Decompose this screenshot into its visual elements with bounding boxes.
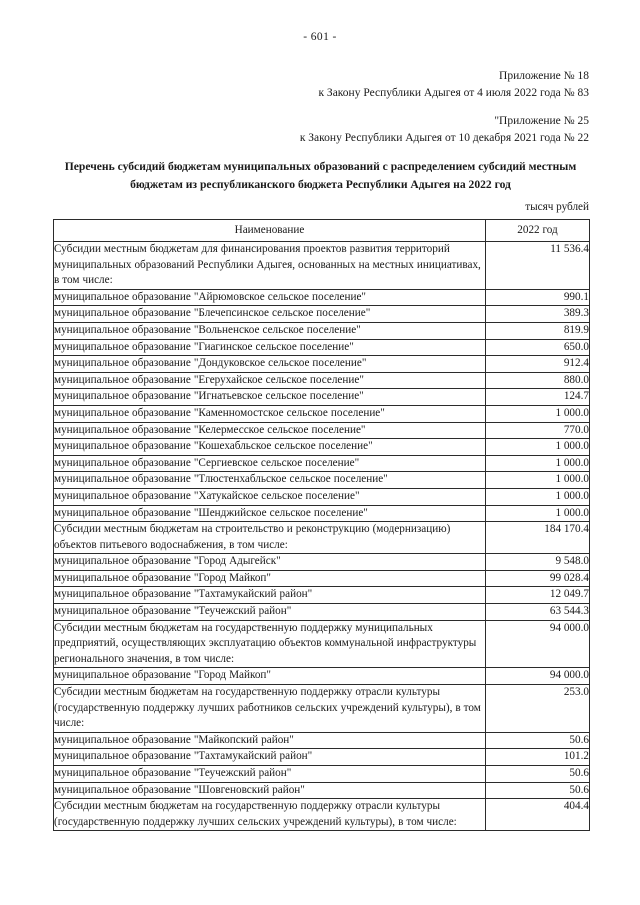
table-row <box>54 372 590 389</box>
municipality-name: муниципальное образование "Майкопский район" <box>54 732 486 749</box>
page-title-line: местным бюджетам из республиканского бюджета Республики Адыгея на 2022 год <box>130 160 577 191</box>
appendix-reference-line: "Приложение № 25 <box>494 115 589 127</box>
amount-value: 990.1 <box>486 289 590 306</box>
amount-value: 11 536.4 <box>486 242 590 290</box>
table-row <box>54 782 590 799</box>
table-row <box>54 405 590 422</box>
amount-value: 1 000.0 <box>486 505 590 522</box>
amount-value: 1 000.0 <box>486 472 590 489</box>
municipality-name: муниципальное образование "Город Майкоп" <box>54 668 486 685</box>
table-row <box>54 668 590 685</box>
table-row <box>54 488 590 505</box>
municipality-name: муниципальное образование "Теучежский район" <box>54 604 486 621</box>
amount-value: 124.7 <box>486 389 590 406</box>
table-row <box>54 322 590 339</box>
table-row <box>54 749 590 766</box>
table-row <box>54 522 590 554</box>
table-row <box>54 472 590 489</box>
municipality-name: муниципальное образование "Блечепсинское сельское поселение" <box>54 306 486 323</box>
amount-value: 99 028.4 <box>486 570 590 587</box>
municipality-name: муниципальное образование "Шенджийское сельское поселение" <box>54 505 486 522</box>
subsidy-category-name: Субсидии местным бюджетам на государственную поддержку муниципальных предприятий, осуществляющих эксплуатацию объектов коммунальной инфраструктуры регионального значения, в том числе: <box>54 620 486 668</box>
amount-value: 9 548.0 <box>486 554 590 571</box>
amount-value: 94 000.0 <box>486 620 590 668</box>
subsidy-category-name: Субсидии местным бюджетам на государственную поддержку отрасли культуры (государственную поддержку лучших сельских учреждений культуры), в том числе: <box>54 799 486 831</box>
table-row <box>54 356 590 373</box>
table-row <box>54 554 590 571</box>
municipality-name: муниципальное образование "Тахтамукайский район" <box>54 749 486 766</box>
amount-value: 101.2 <box>486 749 590 766</box>
appendix-reference-quoted <box>169 113 589 147</box>
table-row <box>54 422 590 439</box>
amount-value: 404.4 <box>486 799 590 831</box>
amount-value: 253.0 <box>486 685 590 733</box>
amount-value: 50.6 <box>486 782 590 799</box>
amount-value: 63 544.3 <box>486 604 590 621</box>
amount-value: 1 000.0 <box>486 455 590 472</box>
amount-value: 1 000.0 <box>486 439 590 456</box>
municipality-name: муниципальное образование "Игнатьевское сельское поселение" <box>54 389 486 406</box>
table-row <box>54 439 590 456</box>
municipality-name: муниципальное образование "Егерухайское сельское поселение" <box>54 372 486 389</box>
municipality-name: муниципальное образование "Каменномостское сельское поселение" <box>54 405 486 422</box>
subsidy-category-name: Субсидии местным бюджетам на строительство и реконструкцию (модернизацию) объектов питьевого водоснабжения, в том числе: <box>54 522 486 554</box>
amount-value: 1 000.0 <box>486 405 590 422</box>
amount-value: 94 000.0 <box>486 668 590 685</box>
municipality-name: муниципальное образование "Тлюстенхабльское сельское поселение" <box>54 472 486 489</box>
table-row <box>54 289 590 306</box>
table-row <box>54 732 590 749</box>
amount-value: 1 000.0 <box>486 488 590 505</box>
table-row <box>54 306 590 323</box>
table-row <box>54 339 590 356</box>
table-row <box>54 242 590 290</box>
municipality-name: муниципальное образование "Дондуковское сельское поселение" <box>54 356 486 373</box>
municipality-name: муниципальное образование "Вольненское сельское поселение" <box>54 322 486 339</box>
subsidies-table <box>53 219 590 831</box>
municipality-name: муниципальное образование "Шовгеновский район" <box>54 782 486 799</box>
subsidy-category-name: Субсидии местным бюджетам для финансирования проектов развития территорий муниципальных образований Республики Адыгея, основанных на местных инициативах, в том числе: <box>54 242 486 290</box>
amount-value: 650.0 <box>486 339 590 356</box>
municipality-name: муниципальное образование "Кошехабльское сельское поселение" <box>54 439 486 456</box>
table-row <box>54 570 590 587</box>
amount-value: 184 170.4 <box>486 522 590 554</box>
amount-value: 50.6 <box>486 766 590 783</box>
municipality-name: муниципальное образование "Теучежский район" <box>54 766 486 783</box>
municipality-name: муниципальное образование "Сергиевское сельское поселение" <box>54 455 486 472</box>
appendix-reference-current <box>169 68 589 102</box>
table-header <box>54 220 590 242</box>
municipality-name: муниципальное образование "Город Адыгейск" <box>54 554 486 571</box>
amount-value: 389.3 <box>486 306 590 323</box>
amount-value: 770.0 <box>486 422 590 439</box>
amount-value: 880.0 <box>486 372 590 389</box>
table-row <box>54 766 590 783</box>
amount-value: 819.9 <box>486 322 590 339</box>
table-row <box>54 685 590 733</box>
table-row <box>54 505 590 522</box>
municipality-name: муниципальное образование "Тахтамукайский район" <box>54 587 486 604</box>
table-row <box>54 604 590 621</box>
municipality-name: муниципальное образование "Город Майкоп" <box>54 570 486 587</box>
municipality-name: муниципальное образование "Гиагинское сельское поселение" <box>54 339 486 356</box>
table-header-row <box>54 220 590 242</box>
municipality-name: муниципальное образование "Хатукайское сельское поселение" <box>54 488 486 505</box>
amount-value: 912.4 <box>486 356 590 373</box>
table-row <box>54 620 590 668</box>
municipality-name: муниципальное образование "Айрюмовское сельское поселение" <box>54 289 486 306</box>
table-row <box>54 455 590 472</box>
amount-value: 12 049.7 <box>486 587 590 604</box>
page-number: - 601 - <box>303 31 337 43</box>
table-row <box>54 799 590 831</box>
page-title <box>48 158 593 193</box>
table-row <box>54 389 590 406</box>
column-header-year: 2022 год <box>486 220 590 242</box>
appendix-reference-line: к Закону Республики Адыгея от 10 декабря 2021 года № 22 <box>299 132 589 144</box>
amount-value: 50.6 <box>486 732 590 749</box>
column-header-name: Наименование <box>54 220 486 242</box>
page-title-line: Перечень субсидий бюджетам муниципальных образований с распределением субсидий <box>64 160 526 173</box>
appendix-reference-line: к Закону Республики Адыгея от 4 июля 2022 года № 83 <box>318 87 589 99</box>
appendix-reference-line: Приложение № 18 <box>499 70 589 82</box>
table-row <box>54 587 590 604</box>
municipality-name: муниципальное образование "Келермесское сельское поселение" <box>54 422 486 439</box>
units-note: тысяч рублей <box>525 201 589 213</box>
subsidy-category-name: Субсидии местным бюджетам на государственную поддержку отрасли культуры (государственную поддержку лучших работников сельских учреждений культуры), в том числе: <box>54 685 486 733</box>
table-body <box>54 242 590 831</box>
